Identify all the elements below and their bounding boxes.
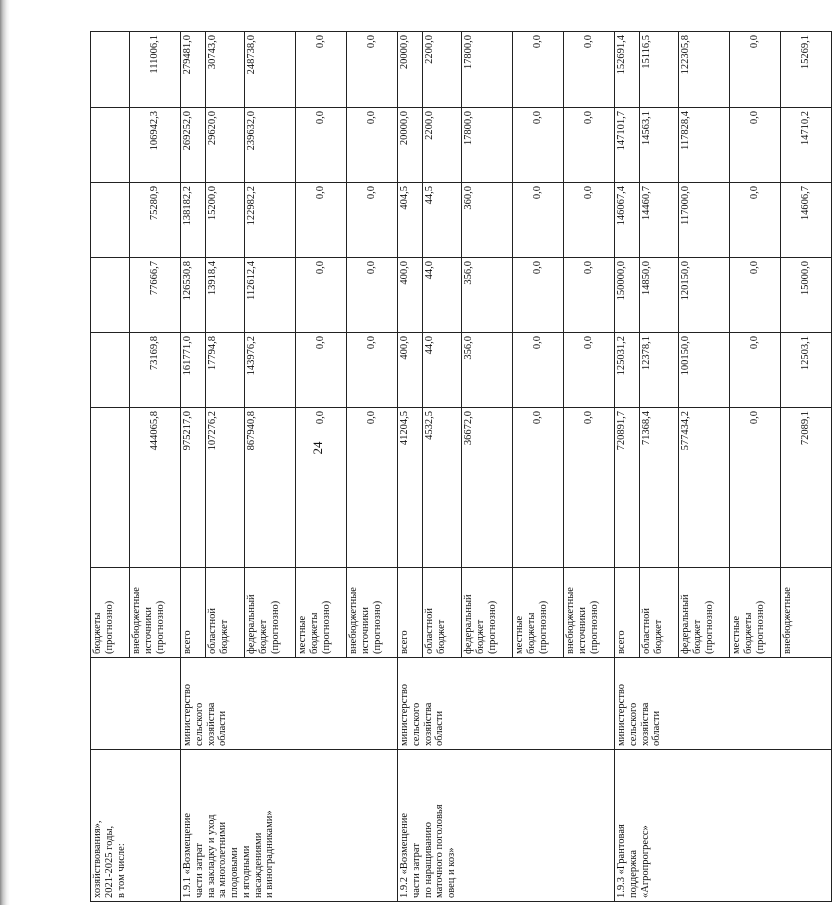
value-cell: 400,0 (398, 333, 423, 408)
value-cell: 147101,7 (615, 108, 640, 183)
value-cell: 17800,0 (462, 108, 513, 183)
value-cell: 14460,7 (640, 183, 679, 258)
value-cell: 0,0 (730, 258, 781, 333)
value-cell: 0,0 (296, 333, 347, 408)
source-cell: всего (398, 568, 423, 658)
value-cell: 0,0 (564, 408, 615, 568)
value-cell: 75280,9 (130, 183, 181, 258)
value-cell (91, 108, 130, 183)
value-cell: 20000,0 (398, 32, 423, 108)
value-cell: 279481,0 (181, 32, 206, 108)
value-cell: 0,0 (513, 258, 564, 333)
value-cell: 14606,7 (781, 183, 832, 258)
value-cell: 14710,2 (781, 108, 832, 183)
value-cell: 2200,0 (423, 32, 462, 108)
value-cell: 72089,1 (781, 408, 832, 568)
value-cell: 0,0 (296, 108, 347, 183)
value-cell: 0,0 (564, 258, 615, 333)
value-cell: 269252,0 (181, 108, 206, 183)
value-cell: 0,0 (564, 333, 615, 408)
page-number: 24 (310, 441, 325, 455)
value-cell: 248738,0 (245, 32, 296, 108)
value-cell: 14563,1 (640, 108, 679, 183)
value-cell: 107276,2 (206, 408, 245, 568)
value-cell: 0,0 (296, 408, 347, 568)
source-cell: внебюджетные источники (прогнозно) (347, 568, 398, 658)
value-cell: 867940,8 (245, 408, 296, 568)
value-cell: 15000,0 (781, 258, 832, 333)
value-cell: 44,0 (423, 258, 462, 333)
value-cell: 12503,1 (781, 333, 832, 408)
value-cell: 117000,0 (679, 183, 730, 258)
value-cell: 720891,7 (615, 408, 640, 568)
source-cell: федеральный бюджет (прогнозно) (245, 568, 296, 658)
source-cell: внебюджетные источники (прогнозно) (564, 568, 615, 658)
value-cell: 71368,4 (640, 408, 679, 568)
scan-edge (0, 0, 10, 905)
source-cell: всего (181, 568, 206, 658)
source-cell: внебюджетные (781, 568, 832, 658)
value-cell (91, 333, 130, 408)
source-cell: областной бюджет (423, 568, 462, 658)
table-row (398, 32, 423, 902)
value-cell: 0,0 (296, 32, 347, 108)
value-cell: 0,0 (564, 183, 615, 258)
value-cell: 0,0 (347, 408, 398, 568)
value-cell: 0,0 (730, 333, 781, 408)
value-cell: 0,0 (513, 108, 564, 183)
value-cell: 356,0 (462, 333, 513, 408)
value-cell: 41204,5 (398, 408, 423, 568)
value-cell: 444065,8 (130, 408, 181, 568)
value-cell: 143976,2 (245, 333, 296, 408)
value-cell: 77666,7 (130, 258, 181, 333)
value-cell: 0,0 (513, 408, 564, 568)
value-cell: 100150,0 (679, 333, 730, 408)
value-cell: 126530,8 (181, 258, 206, 333)
value-cell (91, 408, 130, 568)
value-cell: 0,0 (347, 183, 398, 258)
value-cell: 125031,2 (615, 333, 640, 408)
value-cell: 0,0 (564, 32, 615, 108)
table-rotated (90, 32, 812, 902)
source-cell: областной бюджет (206, 568, 245, 658)
value-cell: 122305,8 (679, 32, 730, 108)
source-cell: местные бюджеты (прогнозно) (730, 568, 781, 658)
value-cell: 36672,0 (462, 408, 513, 568)
table-row (181, 32, 206, 902)
section-org (91, 658, 181, 750)
value-cell: 138182,2 (181, 183, 206, 258)
value-cell: 360,0 (462, 183, 513, 258)
table-frame (90, 32, 812, 902)
value-cell: 239632,0 (245, 108, 296, 183)
value-cell: 150000,0 (615, 258, 640, 333)
value-cell: 17800,0 (462, 32, 513, 108)
value-cell: 146067,4 (615, 183, 640, 258)
value-cell: 2200,0 (423, 108, 462, 183)
value-cell (91, 183, 130, 258)
value-cell: 0,0 (296, 183, 347, 258)
value-cell: 30743,0 (206, 32, 245, 108)
section-org: министерство сельского хозяйства области (398, 658, 615, 750)
value-cell: 0,0 (513, 32, 564, 108)
value-cell: 112612,4 (245, 258, 296, 333)
value-cell: 29620,0 (206, 108, 245, 183)
source-cell: местные бюджеты (прогнозно) (296, 568, 347, 658)
value-cell: 122982,2 (245, 183, 296, 258)
value-cell: 0,0 (730, 408, 781, 568)
value-cell: 161771,0 (181, 333, 206, 408)
table-row (91, 32, 130, 902)
value-cell: 12378,1 (640, 333, 679, 408)
value-cell: 152691,4 (615, 32, 640, 108)
value-cell (91, 258, 130, 333)
section-name: 1.9.2 «Возмещение части затрат по наращиванию маточного поголовья овец и коз» (398, 750, 615, 902)
value-cell: 0,0 (347, 258, 398, 333)
value-cell: 0,0 (513, 183, 564, 258)
source-cell: внебюджетные источники (прогнозно) (130, 568, 181, 658)
value-cell: 4532,5 (423, 408, 462, 568)
value-cell: 106942,3 (130, 108, 181, 183)
value-cell: 0,0 (513, 333, 564, 408)
value-cell: 0,0 (730, 108, 781, 183)
budget-table (90, 31, 832, 902)
value-cell: 117828,4 (679, 108, 730, 183)
value-cell: 13918,4 (206, 258, 245, 333)
value-cell: 15269,1 (781, 32, 832, 108)
value-cell: 120150,0 (679, 258, 730, 333)
value-cell: 44,5 (423, 183, 462, 258)
value-cell: 44,0 (423, 333, 462, 408)
value-cell: 0,0 (347, 108, 398, 183)
source-cell: федеральный бюджет (прогнозно) (679, 568, 730, 658)
value-cell: 356,0 (462, 258, 513, 333)
value-cell: 0,0 (347, 333, 398, 408)
value-cell: 111006,1 (130, 32, 181, 108)
source-cell: местные бюджеты (прогнозно) (513, 568, 564, 658)
source-cell: бюджеты (прогнозно) (91, 568, 130, 658)
source-cell: всего (615, 568, 640, 658)
value-cell: 14850,0 (640, 258, 679, 333)
value-cell: 17794,8 (206, 333, 245, 408)
value-cell: 20000,0 (398, 108, 423, 183)
value-cell: 15116,5 (640, 32, 679, 108)
section-name: 1.9.3 «Грантовая поддержка «Агропрогресс» (615, 750, 832, 902)
value-cell (91, 32, 130, 108)
value-cell: 0,0 (730, 32, 781, 108)
section-org: министерство сельского хозяйства области (181, 658, 398, 750)
table-row (615, 32, 640, 902)
section-name: хозяйствования», 2021-2025 годы, в том числе: (91, 750, 181, 902)
value-cell: 0,0 (296, 258, 347, 333)
value-cell: 73169,8 (130, 333, 181, 408)
value-cell: 404,5 (398, 183, 423, 258)
value-cell: 0,0 (347, 32, 398, 108)
value-cell: 577434,2 (679, 408, 730, 568)
value-cell: 0,0 (564, 108, 615, 183)
value-cell: 975217,0 (181, 408, 206, 568)
source-cell: областной бюджет (640, 568, 679, 658)
section-org: министерство сельского хозяйства области (615, 658, 832, 750)
table-body (91, 32, 832, 902)
value-cell: 15200,0 (206, 183, 245, 258)
section-name: 1.9.1 «Возмещение части затрат на закладку и уход за многолетними плодовыми и ягодными насаждениями и виноградниками» (181, 750, 398, 902)
source-cell: федеральный бюджет (прогнозно) (462, 568, 513, 658)
value-cell: 400,0 (398, 258, 423, 333)
value-cell: 0,0 (730, 183, 781, 258)
